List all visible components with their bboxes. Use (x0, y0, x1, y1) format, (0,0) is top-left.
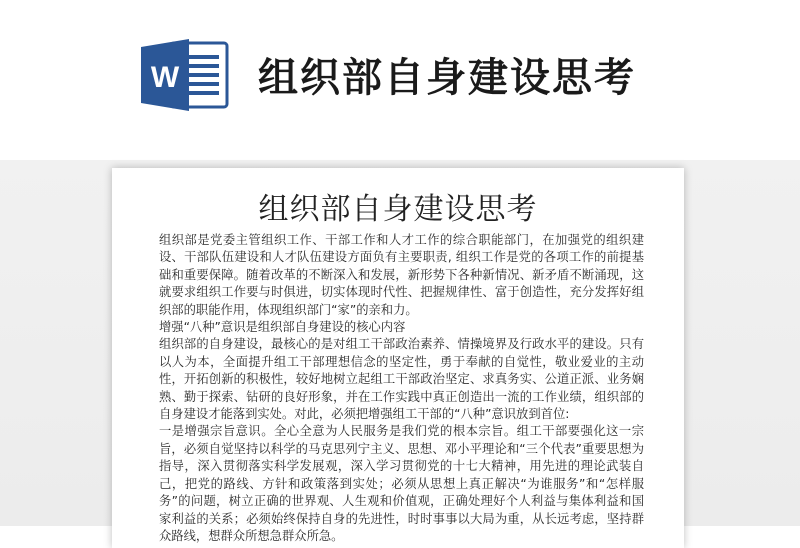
paragraph: 组织部的自身建设，最核心的是对组工干部政治素养、情操境界及行政水平的建设。只有以人为本，全面提升组工干部理想信念的坚定性，勇于奉献的自觉性，敬业爱业的主动性，开拓创新的积极性，较好地树立起组工干部政治坚定、求真务实、公道正派、业务娴熟、勤于探索、钻研的良好形象，并在工作实践中真正创造出一流的工作业绩，组织部的自身建设才能落到实处。对此，必须把增强组工干部的“八种”意识放到首位: (159, 337, 644, 422)
document-body (159, 232, 644, 545)
word-logo-letter: W (150, 61, 180, 94)
paragraph: 组织部是党委主管组织工作、干部工作和人才工作的综合职能部门，在加强党的组织建设、干部队伍建设和人才队伍建设方面负有主要职责, 组织工作是党的各项工作的前提基础和重要保障。随着改革的不断深入和发展，新形势下各种新情况、新矛盾不断涌现，这就要求组织工作要与时俱进，切实体现时代性、把握规律性、富于创造性，充分发挥好组织部的职能作用，体现组织部门“家”的亲和力。 (159, 233, 644, 317)
paragraph: 一是增强宗旨意识。全心全意为人民服务是我们党的根本宗旨。组工干部要强化这一宗旨，必须自觉坚持以科学的马克思列宁主义、思想、邓小平理论和“三个代表”重要思想为指导，深入贯彻落实科学发展观，深入学习贯彻党的十七大精神，用先进的理论武装自己，把党的路线、方针和政策落到实处；必须从思想上真正解决“为谁服务”和“怎样服务”的问题，树立正确的世界观、人生观和价值观，正确处理好个人利益与集体利益和国家利益的关系；必须始终保持自身的先进性，时时事事以大局为重，从长远考虑，坚持群众路线，想群众所想急群众所急。 (159, 424, 644, 543)
header (0, 0, 800, 160)
document-page (112, 168, 684, 548)
word-logo-icon (137, 37, 233, 113)
document-title: 组织部自身建设思考 (258, 192, 538, 227)
section-heading: 增强“八种”意识是组织部自身建设的核心内容 (159, 320, 406, 335)
page-title: 组织部自身建设思考 (258, 55, 636, 101)
